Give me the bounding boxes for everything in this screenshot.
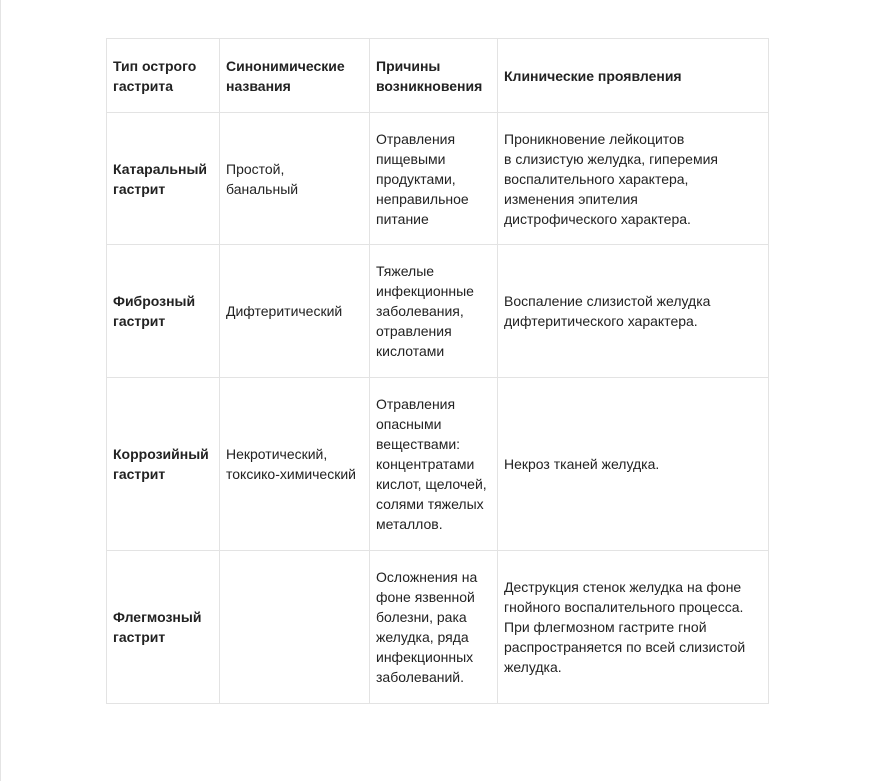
cell-causes: Тяжелые инфекционные заболевания, отравления кислотами (370, 245, 498, 378)
table-row (107, 551, 769, 704)
cell-type: Фиброзный гастрит (107, 245, 220, 378)
cell-synonyms: Простой, банальный (220, 113, 370, 245)
gastritis-table (106, 38, 769, 704)
cell-manifestations: Воспаление слизистой желудка дифтеритического характера. (498, 245, 769, 378)
header-synonyms: Синонимические названия (220, 39, 370, 113)
cell-causes: Осложнения на фоне язвенной болезни, рака желудка, ряда инфекционных заболеваний. (370, 551, 498, 704)
page-edge-divider (0, 0, 1, 781)
table-row (107, 245, 769, 378)
cell-manifestations: Некроз тканей желудка. (498, 378, 769, 551)
cell-synonyms: Некротический, токсико-химический (220, 378, 370, 551)
cell-manifestations: Проникновение лейкоцитов в слизистую желудка, гиперемия воспалительного характера, изменения эпителия дистрофического характера. (498, 113, 769, 245)
cell-causes: Отравления опасными веществами: концентратами кислот, щелочей, солями тяжелых металлов. (370, 378, 498, 551)
cell-causes: Отравления пищевыми продуктами, неправильное питание (370, 113, 498, 245)
header-causes: Причины возникновения (370, 39, 498, 113)
cell-type: Коррозийный гастрит (107, 378, 220, 551)
table-row (107, 113, 769, 245)
cell-type: Флегмозный гастрит (107, 551, 220, 704)
cell-synonyms: Дифтеритический (220, 245, 370, 378)
table-header-row (107, 39, 769, 113)
cell-synonyms (220, 551, 370, 704)
table-row (107, 378, 769, 551)
cell-type: Катаральный гастрит (107, 113, 220, 245)
header-manifestations: Клинические проявления (498, 39, 769, 113)
cell-manifestations: Деструкция стенок желудка на фоне гнойного воспалительного процесса. При флегмозном гастрите гной распространяется по всей слизистой желудка. (498, 551, 769, 704)
header-type: Тип острого гастрита (107, 39, 220, 113)
